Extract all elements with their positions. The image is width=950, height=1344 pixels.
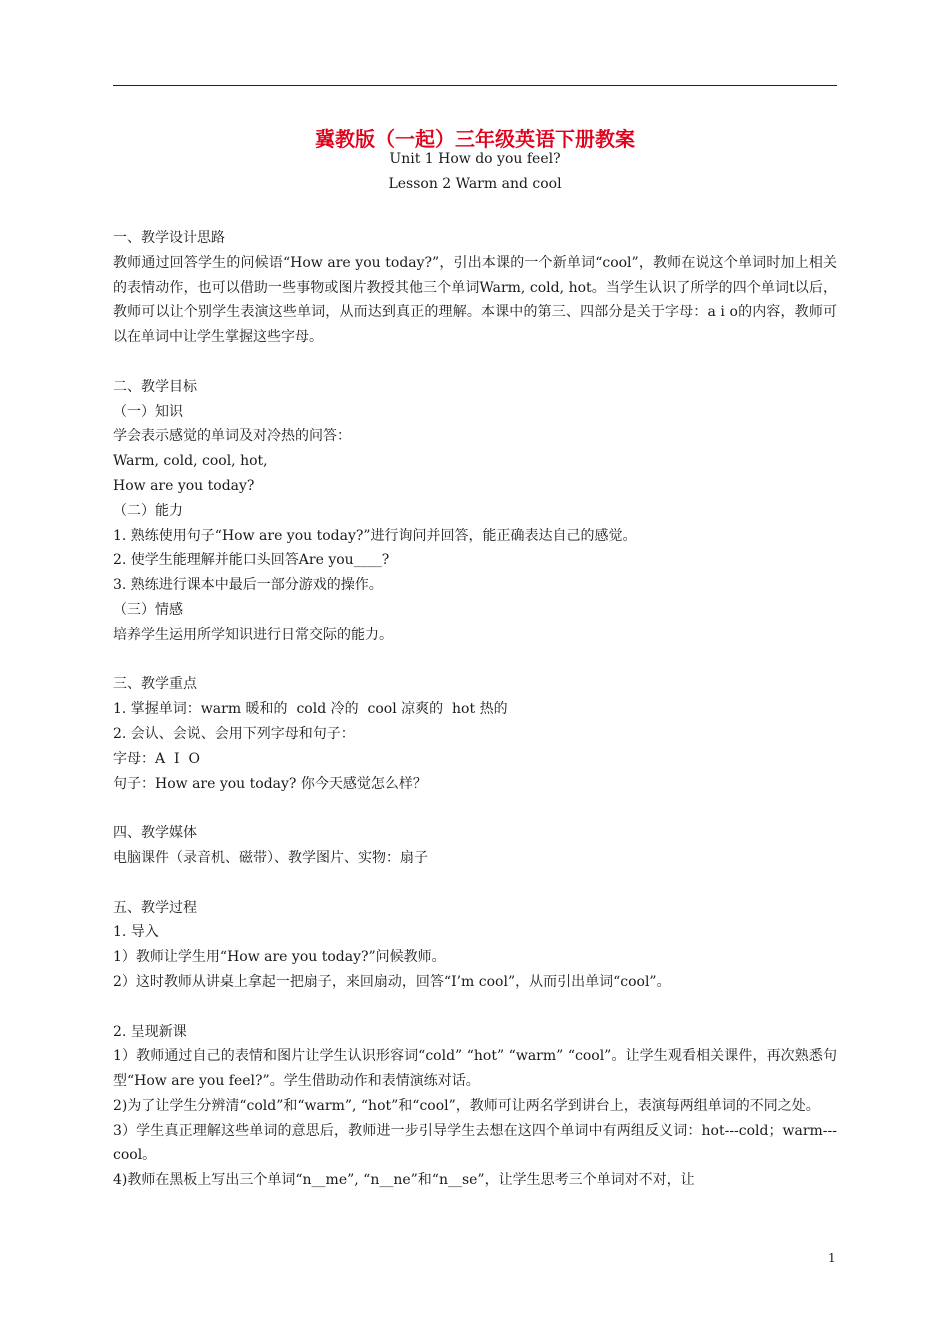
body-line: 句子：How are you today? 你今天感觉怎么样？ (113, 775, 427, 792)
body-line: 电脑课件（录音机、磁带）、教学图片、实物：扇子 (113, 849, 428, 866)
body-line: 学会表示感觉的单词及对冷热的问答： (113, 428, 351, 445)
document-title: 冀教版（一起）三年级英语下册教案 (315, 127, 635, 151)
paragraph-gap (113, 871, 837, 896)
body-line: 3. 熟练进行课本中最后一部分游戏的操作。 (113, 577, 383, 594)
page-number: 1 (828, 1251, 836, 1265)
body-line: 1. 掌握单词：warm 暖和的 cold 冷的 cool 凉爽的 hot 热的 (113, 701, 508, 718)
document-body (113, 226, 837, 1193)
paragraph-gap (113, 350, 837, 375)
unit-subtitle: Unit 1 How do you feel? (389, 151, 561, 167)
body-paragraph: 4)教师在黑板上写出三个单词“n__me”, “n__ne”和“n__se”，让学生思考三个单词对不对，让 (113, 1172, 695, 1189)
body-paragraph: 3）学生真正理解这些单词的意思后，教师进一步引导学生去想在这四个单词中有两组反义词：hot---cold；warm---cool。 (113, 1122, 837, 1164)
body-line: 一、教学设计思路 (113, 230, 225, 246)
body-line: 三、教学重点 (113, 676, 197, 693)
body-paragraph: 2)为了让学生分辨清“cold”和“warm”, “hot”和“cool”，教师可让两名学到讲台上，表演每两组单词的不同之处。 (113, 1097, 820, 1114)
body-paragraph: 教师通过回答学生的问候语“How are you today?”，引出本课的一个新单词“cool”，教师在说这个单词时加上相关的表情动作，也可以借助一些事物或图片教授其他三个单词Warm, cold, hot。当学生认识了所学的四个单词t以后，教师可以让个别学生表演这些单词，从而达到真正的理解。本课中的第三、四部分是关于字母：a i o的内容，教师可以在单词中让学生掌握这些字母。 (113, 254, 837, 346)
body-line: 四、教学媒体 (113, 825, 197, 842)
paragraph-gap (113, 995, 837, 1020)
body-paragraph: 1）教师通过自己的表情和图片让学生认识形容词“cold” “hot” “warm” “cool”。让学生观看相关课件，再次熟悉句型“How are you feel?”。学生借助动作和表情演练对话。 (113, 1048, 837, 1090)
lesson-subtitle: Lesson 2 Warm and cool (388, 176, 562, 192)
body-line: （一）知识 (113, 403, 183, 420)
header-rule (113, 85, 837, 86)
paragraph-gap (113, 796, 837, 821)
body-line: How are you today? (113, 477, 255, 494)
body-line: 2. 会认、会说、会用下列字母和句子： (113, 725, 355, 742)
body-line: 1. 熟练使用句子“How are you today?”进行询问并回答，能正确表达自己的感觉。 (113, 527, 637, 544)
body-line: （三）情感 (113, 601, 183, 618)
body-line: 培养学生运用所学知识进行日常交际的能力。 (113, 626, 393, 643)
body-line: 2. 使学生能理解并能口头回答Are you____? (113, 552, 390, 569)
paragraph-gap (113, 648, 837, 673)
body-line: 1. 导入 (113, 924, 159, 941)
body-line: 2. 呈现新课 (113, 1023, 187, 1040)
body-line: 1）教师让学生用“How are you today?”问候教师。 (113, 949, 446, 966)
body-line: 五、教学过程 (113, 899, 197, 916)
body-line: （二）能力 (113, 502, 183, 519)
body-line: Warm, cold, cool, hot, (113, 453, 268, 470)
body-line: 字母：A I O (113, 750, 200, 767)
body-line: 2）这时教师从讲桌上拿起一把扇子，来回扇动，回答“I’m cool”，从而引出单词“cool”。 (113, 973, 671, 990)
body-line: 二、教学目标 (113, 378, 197, 395)
